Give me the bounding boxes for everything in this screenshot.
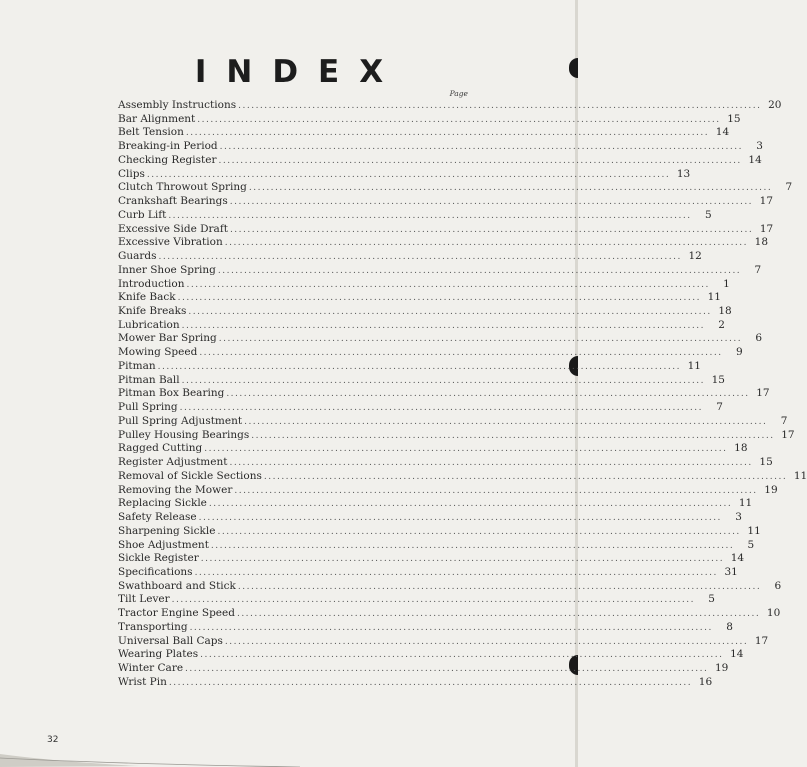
index-entry-page: 6 xyxy=(755,332,763,345)
dot-leader: ........................................................................................................................ xyxy=(229,224,754,235)
index-entry xyxy=(118,112,741,127)
index-entry xyxy=(118,511,742,525)
index-entry-page: 17 xyxy=(756,387,770,400)
index-entry-page: 17 xyxy=(781,428,795,441)
index-entry-topic: Pitman Box Bearing xyxy=(118,387,225,400)
index-entry-topic: Pitman Ball xyxy=(118,373,180,386)
index-entry-topic: Crankshaft Bearings xyxy=(118,195,228,208)
index-entry-page: 19 xyxy=(714,662,729,675)
dot-leader: ........................................................................................................................ xyxy=(236,609,761,620)
index-entry-topic: Inner Shoe Spring xyxy=(118,263,216,276)
index-entry-page: 18 xyxy=(754,236,769,249)
index-entry xyxy=(118,401,723,415)
dot-leader: ........................................................................................................................ xyxy=(186,279,710,290)
index-entry-page: 18 xyxy=(734,442,748,455)
index-entry-page: 8 xyxy=(726,620,733,633)
index-entry-page: 18 xyxy=(718,305,732,318)
index-entry-topic: Excessive Side Draft xyxy=(118,222,228,235)
index-entry xyxy=(118,607,781,621)
index-entry xyxy=(118,291,721,305)
index-entry-page: 17 xyxy=(754,634,769,647)
dot-leader: ........................................................................................................................ xyxy=(146,169,671,180)
dot-leader: ........................................................................................................................ xyxy=(229,458,753,469)
dot-leader: ........................................................................................................................ xyxy=(185,664,709,675)
index-entry xyxy=(118,620,733,635)
index-entry-page: 3 xyxy=(735,511,742,524)
index-entry xyxy=(118,593,715,607)
index-entry-topic: Pulley Housing Bearings xyxy=(118,428,250,441)
dot-leader: ........................................................................................................................ xyxy=(208,499,733,510)
dot-leader: ........................................................................................................................ xyxy=(226,389,750,400)
index-entry-page: 11 xyxy=(738,497,753,510)
index-entry-topic: Pull Spring xyxy=(118,401,178,414)
index-entry-page: 15 xyxy=(727,112,741,125)
index-entry xyxy=(118,538,755,553)
index-entry-topic: Guards xyxy=(118,250,157,263)
index-entry-topic: Swathboard and Stick xyxy=(118,579,236,592)
index-entry-topic: Mowing Speed xyxy=(118,346,198,359)
index-entry xyxy=(118,442,748,456)
index-entry xyxy=(118,250,702,264)
index-entry-page: 14 xyxy=(715,126,730,139)
index-entry xyxy=(118,195,774,209)
index-entry xyxy=(118,428,795,443)
index-entry-topic: Clips xyxy=(118,167,145,180)
dot-leader: ........................................................................................................................ xyxy=(204,444,728,455)
index-entry-topic: Knife Breaks xyxy=(118,305,187,318)
index-entry-topic: Removing the Mower xyxy=(118,483,233,496)
dot-leader: ........................................................................................................................ xyxy=(158,252,682,263)
index-entry-page: 19 xyxy=(764,483,778,496)
dot-leader: ........................................................................................................................ xyxy=(263,471,788,482)
dot-leader: ........................................................................................................................ xyxy=(217,265,742,276)
index-entry-page: 3 xyxy=(756,140,763,153)
index-entry xyxy=(118,99,782,113)
index-entry-page: 5 xyxy=(708,593,715,606)
dot-leader: ........................................................................................................................ xyxy=(157,361,681,372)
dot-leader: ........................................................................................................................ xyxy=(188,307,712,318)
dot-leader: ........................................................................................................................ xyxy=(179,403,703,414)
index-entry-page: 1 xyxy=(723,277,730,290)
index-entry-topic: Lubrication xyxy=(118,318,180,331)
index-entry-topic: Sickle Register xyxy=(118,552,199,565)
index-entry-page: 7 xyxy=(754,263,762,276)
index-entry-topic: Pitman xyxy=(118,359,156,372)
index-entry xyxy=(118,263,762,278)
index-entry-page: 17 xyxy=(759,222,774,235)
index-entry-topic: Wearing Plates xyxy=(118,648,199,661)
dot-leader: ........................................................................................................................ xyxy=(171,595,695,606)
index-entry xyxy=(118,675,713,690)
index-entry xyxy=(118,181,793,195)
dot-leader: ........................................................................................................................ xyxy=(194,567,718,578)
index-entry-topic: Tilt Lever xyxy=(118,593,170,606)
index-entry xyxy=(118,236,769,250)
index-entry-topic: Register Adjustment xyxy=(118,456,228,469)
dot-leader: ........................................................................................................................ xyxy=(177,293,701,304)
dot-leader: ........................................................................................................................ xyxy=(237,581,762,592)
index-entry-topic: Winter Care xyxy=(118,662,184,675)
index-entry-topic: Checking Register xyxy=(118,153,217,166)
index-entry-page: 12 xyxy=(688,250,702,263)
index-entry xyxy=(118,140,763,154)
dot-leader: ........................................................................................................................ xyxy=(238,101,762,111)
index-entry-page: 13 xyxy=(676,167,691,180)
index-entry-page: 10 xyxy=(766,607,781,620)
index-entry xyxy=(118,387,770,401)
index-entry-topic: Replacing Sickle xyxy=(118,497,207,510)
index-entry-topic: Universal Ball Caps xyxy=(118,634,223,647)
dot-leader: ........................................................................................................................ xyxy=(218,155,742,166)
index-entry xyxy=(118,565,738,580)
index-entry-topic: Specifications xyxy=(118,565,193,578)
index-entry-topic: Shoe Adjustment xyxy=(118,538,209,551)
dot-leader: ........................................................................................................................ xyxy=(218,334,743,345)
index-entry-page: 31 xyxy=(724,565,738,578)
dot-leader: ........................................................................................................................ xyxy=(168,210,692,221)
index-entry xyxy=(118,208,712,223)
index-entry xyxy=(118,318,725,333)
page-number: 32 xyxy=(47,735,59,745)
index-entry xyxy=(118,414,788,429)
index-entry xyxy=(118,346,743,360)
index-entry-topic: Transporting xyxy=(118,620,188,633)
dot-leader: ........................................................................................................................ xyxy=(185,128,710,139)
dot-leader: ........................................................................................................................ xyxy=(200,650,724,661)
dot-leader: ........................................................................................................................ xyxy=(168,677,693,688)
index-entry-page: 15 xyxy=(759,456,773,469)
dot-leader: ........................................................................................................................ xyxy=(210,540,735,551)
dot-leader: ........................................................................................................................ xyxy=(181,320,705,331)
index-entry-topic: Knife Back xyxy=(118,291,176,304)
index-entry-page: 11 xyxy=(707,291,721,304)
index-entry xyxy=(118,552,745,566)
index-entry-page: 14 xyxy=(730,648,744,661)
index-entry-page: 17 xyxy=(759,195,774,208)
dot-leader: ........................................................................................................................ xyxy=(251,430,775,441)
index-entry-topic: Mower Bar Spring xyxy=(118,332,217,345)
dot-leader: ........................................................................................................................ xyxy=(199,348,723,359)
index-entry-page: 7 xyxy=(780,414,788,427)
index-entry-topic: Wrist Pin xyxy=(118,675,167,688)
index-entry-page: 16 xyxy=(698,675,713,688)
index-entry-page: 5 xyxy=(747,538,755,551)
dot-leader: ........................................................................................................................ xyxy=(224,238,749,249)
index-entry xyxy=(118,483,778,498)
index-entry xyxy=(118,126,730,140)
dot-leader: ........................................................................................................................ xyxy=(198,513,722,524)
dot-leader: ........................................................................................................................ xyxy=(181,375,705,386)
index-entry-topic: Assembly Instructions xyxy=(118,99,237,111)
dot-leader: ........................................................................................................................ xyxy=(197,114,721,125)
dot-leader: ........................................................................................................................ xyxy=(217,526,741,537)
index-entry-page: 14 xyxy=(730,552,745,565)
index-entry-page: 6 xyxy=(774,579,782,592)
index-entry-page: 11 xyxy=(687,359,701,372)
index-entry xyxy=(118,456,773,470)
index-entry xyxy=(118,497,753,511)
index-entry xyxy=(118,222,774,237)
index-entry-page: 5 xyxy=(704,208,712,221)
index-entry xyxy=(118,469,807,484)
dot-leader: ........................................................................................................................ xyxy=(189,622,713,633)
index-entry xyxy=(118,167,691,182)
index-entry xyxy=(118,579,782,594)
dot-leader: ........................................................................................................................ xyxy=(219,142,743,153)
index-entry-topic: Clutch Throwout Spring xyxy=(118,181,247,194)
index-entry-topic: Belt Tension xyxy=(118,126,184,139)
index-entry-page: 11 xyxy=(747,524,761,537)
page-column-label: Page xyxy=(449,89,468,98)
index-entry-topic: Tractor Engine Speed xyxy=(118,607,235,620)
index-entry-topic: Bar Alignment xyxy=(118,112,196,125)
index-entry-page: 7 xyxy=(785,181,793,194)
index-entry-topic: Excessive Vibration xyxy=(118,236,223,249)
index-entry-page: 15 xyxy=(711,373,725,386)
index-entry xyxy=(118,524,761,539)
dot-leader: ........................................................................................................................ xyxy=(224,636,749,647)
index-entry xyxy=(118,634,769,649)
index-entry xyxy=(118,373,725,388)
index-entry-topic: Removal of Sickle Sections xyxy=(118,469,262,482)
dot-leader: ........................................................................................................................ xyxy=(200,554,725,565)
index-entry-topic: Pull Spring Adjustment xyxy=(118,414,243,427)
index-entry-page: 14 xyxy=(748,153,762,166)
index-entry xyxy=(118,277,730,292)
index-entry-topic: Safety Release xyxy=(118,511,197,524)
index-heading: INDEX xyxy=(194,54,404,90)
index-entry-page: 20 xyxy=(768,99,782,111)
index-entry xyxy=(118,359,701,374)
index-entry xyxy=(118,648,744,662)
index-entry xyxy=(118,305,732,319)
dot-leader: ........................................................................................................................ xyxy=(244,416,768,427)
dot-leader: ........................................................................................................................ xyxy=(248,183,773,194)
index-entry-topic: Breaking-in Period xyxy=(118,140,218,153)
dot-leader: ........................................................................................................................ xyxy=(234,485,758,496)
index-entry xyxy=(118,153,762,168)
index-entry-page: 9 xyxy=(735,346,743,359)
index-entry-page: 11 xyxy=(793,469,807,482)
index-entry-topic: Ragged Cutting xyxy=(118,442,203,455)
index-entries-list xyxy=(118,99,807,690)
page-bottom-edge xyxy=(0,752,578,767)
index-entry-topic: Sharpening Sickle xyxy=(118,524,216,537)
index-entry-page: 2 xyxy=(718,318,725,331)
dot-leader: ........................................................................................................................ xyxy=(229,197,754,208)
index-entry xyxy=(118,662,729,676)
index-entry xyxy=(118,332,763,346)
index-entry-page: 7 xyxy=(716,401,723,414)
index-entry-topic: Introduction xyxy=(118,277,185,290)
index-entry-topic: Curb Lift xyxy=(118,208,167,221)
